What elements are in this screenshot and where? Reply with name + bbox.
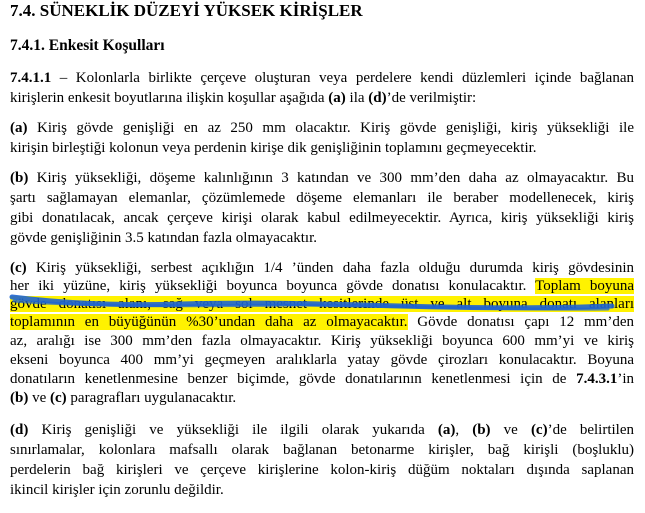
highlighted-text: Toplam boyuna — [535, 278, 634, 294]
para-c-line-4: toplamının en büyüğünün %30’undan daha az olmayacaktır. Gövde donatısı çapı 12 mm’den — [10, 314, 634, 330]
para-c-line-5: az, aralığı ise 300 mm’den fazla olmayacaktır. Kiriş yüksekliği boyunca 600 mm’yi ve kiriş — [10, 333, 634, 349]
para-c-line-6: ekseni boyunca 400 mm’yi geçmeyen aralıklarla yatay gövde çirozları konulacaktır. Boyuna — [10, 352, 634, 368]
highlighted-text: gövde donatısı alanı, sağ veya sol mesnet kesitlerinde üst ve alt boyuna donatı alanları — [10, 296, 634, 312]
para-d-line-1: (d) Kiriş genişliği ve yüksekliği ile ilgili olarak yukarıda (a), (b) ve (c)’de belirtilen — [10, 422, 634, 438]
para-c-line-3 — [10, 295, 634, 313]
section-heading: 7.4. SÜNEKLİK DÜZEYİ YÜKSEK KİRİŞLER — [10, 1, 363, 20]
para-b-line-4: gövde genişliğinin 3.5 katından fazla olmayacaktır. — [10, 230, 317, 246]
para-a-line-1: (a) Kiriş gövde genişliği en az 250 mm olacaktır. Kiriş gövde genişliği, kiriş yüksekliği ile — [10, 120, 634, 136]
para-b-line-3: gibi donatılacak, ancak çerçeve kirişi olarak kabul edilmeyecektir. Ayrıca, kiriş yüksekliği kiriş — [10, 210, 634, 226]
intro-line-1: 7.4.1.1 – Kolonlarla birlikte çerçeve oluşturan veya perdelere kendi düzlemleri içinde bağlanan — [10, 70, 634, 86]
para-b-line-1: (b) Kiriş yüksekliği, döşeme kalınlığının 3 katından ve 300 mm’den daha az olmayacaktır. Bu — [10, 170, 634, 186]
subsection-heading: 7.4.1. Enkesit Koşulları — [10, 37, 165, 54]
para-c-line-1: (c) Kiriş yüksekliği, serbest açıklığın 1/4 ’ünden daha fazla olduğu durumda kiriş gövdesinin — [10, 260, 634, 276]
para-d-line-2: sınırlamalar, kolonlara mafsallı olarak bağlanan betonarme kirişler, bağ kirişli (boşluklu) — [10, 442, 634, 458]
highlighted-text: toplamının en büyüğünün %30’undan daha az olmayacaktır. — [10, 314, 408, 330]
paragraph-a — [10, 119, 634, 159]
para-c-line-2: her iki yüzüne, kiriş yüksekliği boyunca boyunca gövde donatısı konulacaktır. Toplam boyuna — [10, 278, 634, 294]
intro-line-2: kirişlerin enkesit boyutlarına ilişkin koşullar aşağıda (a) ila (d)’de verilmiştir: — [10, 90, 477, 106]
para-c-line-8: (b) ve (c) paragrafları uygulanacaktır. — [10, 390, 237, 406]
intro-paragraph — [10, 69, 634, 109]
paragraph-b — [10, 169, 634, 249]
paragraph-c — [10, 259, 634, 419]
para-b-line-2: şartı sağlamayan elemanlar, çözümlemede döşeme elemanları ile beraber modellenecek, kiriş — [10, 190, 634, 206]
para-d-line-4: ikincil kirişler için zorunlu değildir. — [10, 482, 224, 498]
clause-number: 7.4.1.1 — [10, 70, 52, 86]
para-c-line-7: donatıların kenetlenmesine benzer biçimde, gövde donatılarının kenetlenmesi için de 7.4.3.1’in — [10, 371, 634, 387]
paragraph-d — [10, 421, 634, 501]
cross-reference: 7.4.3.1 — [576, 371, 618, 387]
para-d-line-3: perdelerin bağ kirişleri ve çerçeve kirişlerine kolon-kiriş düğüm noktaları dışında saplanan — [10, 462, 634, 478]
para-a-line-2: kirişin birleştiği kolonun veya perdenin kirişe dik genişliğinin toplamını geçmeyecektir. — [10, 140, 537, 156]
